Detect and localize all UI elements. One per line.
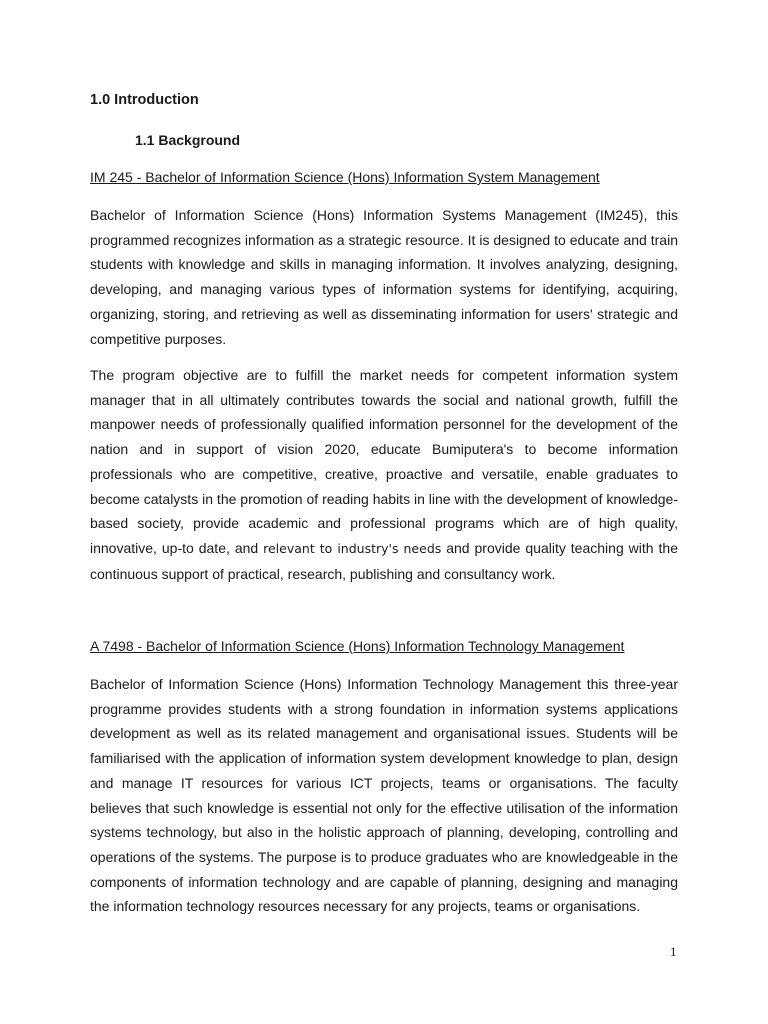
section-heading: 1.0 Introduction [90,92,199,108]
paragraph-text-styled: relevant to industry's needs [263,540,442,556]
paragraph-a7498-description: Bachelor of Information Science (Hons) Information Technology Management this three-year programme provides students with a strong foundation in information systems applications development as well as its related management and organisational issues. Students will be familiarised with the application of information system development knowledge to plan, design and manage IT resources for various ICT projects, teams or organisations. The faculty believes that such knowledge is essential not only for the effective utilisation of the information systems technology, but also in the holistic approach of planning, developing, controlling and operations of the systems. The purpose is to produce graduates who are knowledgeable in the components of information technology and are capable of planning, designing and managing the information technology resources necessary for any projects, teams or organisations. [90,676,678,915]
page-number: 1 [670,944,677,959]
program-title-a7498: A 7498 - Bachelor of Information Science (Hons) Information Technology Management [90,638,625,654]
paragraph-text-start: The program objective are to fulfill the market needs for competent information system manager that in all ultimately contributes towards the social and national growth, fulfill the manpower needs of professionally qualified information personnel for the development of the nation and in support of vision 2020, educate Bumiputera's to become information professionals who are competitive, creative, proactive and versatile, enable graduates to become catalysts in the promotion of reading habits in line with the development of knowledge-based society, provide academic and professional programs which are of high quality, innovative, up-to date, and [90,367,678,556]
program-title-im245: IM 245 - Bachelor of Information Science (Hons) Information System Management [90,169,600,185]
paragraph-im245-objective [90,363,678,586]
subsection-heading: 1.1 Background [135,132,241,148]
paragraph-im245-description: Bachelor of Information Science (Hons) Information Systems Management (IM245), this programmed recognizes information as a strategic resource. It is designed to educate and train students with knowledge and skills in managing information. It involves analyzing, designing, developing, and managing various types of information systems for identifying, acquiring, organizing, storing, and retrieving as well as disseminating information for users' strategic and competitive purposes. [90,207,678,347]
paragraph-text-end: and provide quality teaching with the continuous support of practical, research, publishing and consultancy work. [90,539,678,582]
